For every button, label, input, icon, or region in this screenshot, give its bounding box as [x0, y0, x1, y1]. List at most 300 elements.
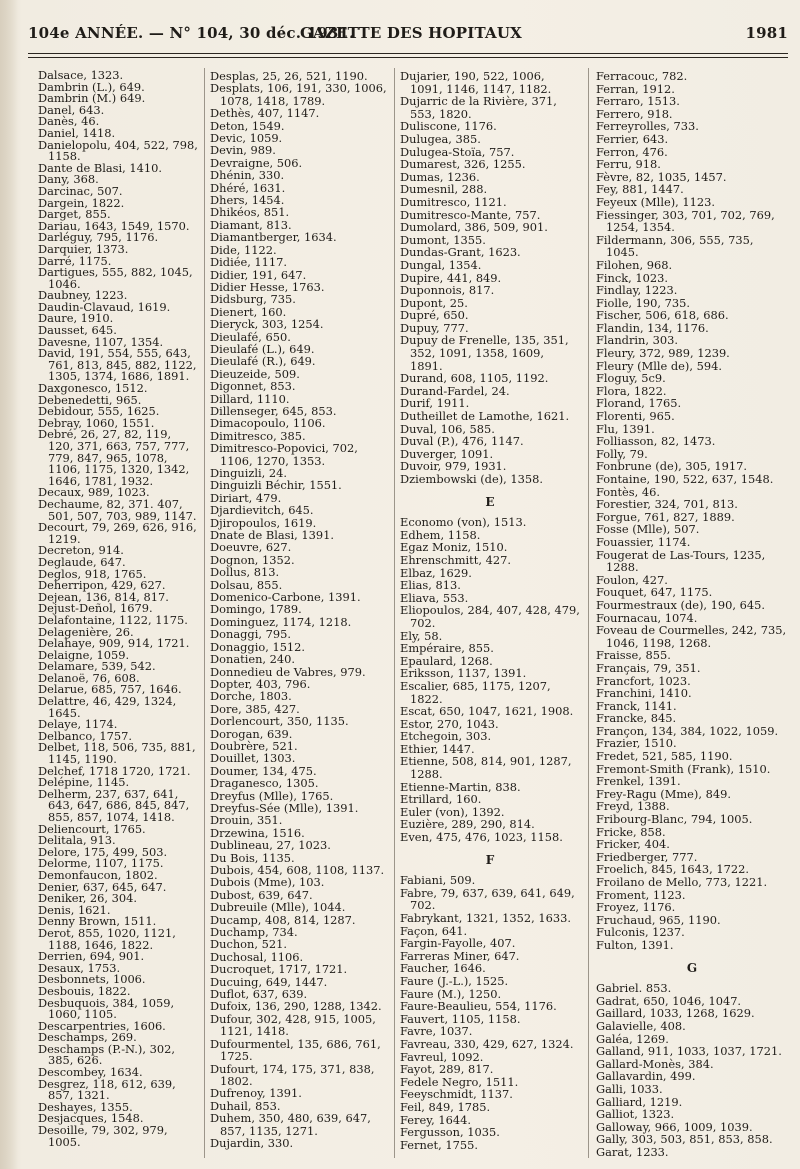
index-entry: Dechaume, 82, 371. 407, 501, 507, 703, 989, 1147.	[38, 496, 197, 523]
index-entry: Dumarest, 326, 1255.	[400, 157, 526, 172]
index-entry: Fargin-Fayolle, 407.	[400, 936, 516, 951]
header-rule-top	[28, 53, 788, 54]
index-entry: Elias, 813.	[400, 578, 461, 593]
index-entry: Dambrin (M.) 649.	[38, 91, 146, 106]
index-entry: Gallavardin, 499.	[596, 1069, 696, 1084]
index-entry: Dulugea, 385.	[400, 131, 481, 146]
index-entry: Derot, 855, 1020, 1121, 1188, 1646, 1822.	[38, 925, 176, 952]
index-entry: Dufour, 302, 428, 915, 1005, 1121, 1418.	[210, 1011, 376, 1039]
index-entry: Ehrenschmitt, 427.	[400, 552, 511, 567]
index-entry: Didiée, 1117.	[210, 255, 288, 270]
index-entry: Forestier, 324, 701, 813.	[596, 497, 738, 512]
index-entry: Fischer, 506, 618, 686.	[596, 308, 729, 323]
index-entry: Demonfaucon, 1802.	[38, 867, 158, 882]
index-entry: Donaggio, 1512.	[210, 639, 306, 654]
index-entry: Franck, 1141.	[596, 698, 677, 713]
index-entry: Daniel, 1418.	[38, 125, 116, 140]
index-entry: Dognon, 1352.	[210, 552, 295, 567]
index-entry: Diamant, 813.	[210, 217, 292, 232]
index-entry: Fricker, 404.	[596, 837, 670, 852]
index-entry: Duval (P.), 476, 1147.	[400, 434, 524, 449]
index-column-3	[400, 70, 580, 1151]
index-entry: Duhem, 350, 480, 639, 647, 857, 1135, 1271.	[210, 1111, 371, 1138]
index-entry: Flandin, 134, 1176.	[596, 320, 709, 335]
index-entry: Desplas, 25, 26, 521, 1190.	[210, 69, 368, 83]
index-entry: Daudin-Clavaud, 1619.	[38, 299, 171, 314]
index-entry: Escat, 650, 1047, 1621, 1908.	[400, 704, 574, 719]
index-entry: Deherripon, 429, 627.	[38, 578, 166, 593]
index-entry: Didsburg, 735.	[210, 292, 296, 307]
index-entry: Desjacques, 1548.	[38, 1111, 144, 1126]
index-entry: Dore, 385, 427.	[210, 701, 300, 716]
index-entry: Dubois (Mme), 103.	[210, 875, 325, 890]
index-entry: Francfort, 1023.	[596, 673, 691, 688]
index-entry: Dhikéos, 851.	[210, 205, 290, 220]
index-entry: Doeuvre, 627.	[210, 540, 292, 555]
index-entry: Gallard-Monès, 384.	[596, 1056, 714, 1071]
index-entry: Du Bois, 1135.	[210, 850, 295, 865]
index-entry: Fabiani, 509.	[400, 873, 476, 888]
index-entry: Farreras Miner, 647.	[400, 948, 520, 963]
index-entry: Fleury, 372, 989, 1239.	[596, 346, 730, 361]
index-entry: Feeyschmidt, 1137.	[400, 1087, 513, 1102]
index-entry: Fayot, 289, 817.	[400, 1062, 494, 1077]
index-entry: Doubrère, 521.	[210, 738, 298, 753]
column-divider	[588, 68, 589, 1158]
index-entry: Fèvre, 82, 1035, 1457.	[596, 169, 727, 184]
index-entry: Durif, 1911.	[400, 396, 470, 411]
index-entry: Frey-Ragu (Mme), 849.	[596, 786, 731, 801]
index-entry: Daure, 1910.	[38, 311, 114, 326]
index-entry: Dziembowski (de), 1358.	[400, 472, 544, 486]
index-entry: Debray, 1060, 1551.	[38, 415, 155, 430]
index-entry: Fribourg-Blanc, 794, 1005.	[596, 812, 753, 827]
index-entry: Deniker, 26, 304.	[38, 891, 138, 906]
index-entry: Garat, 1233.	[596, 1144, 669, 1159]
index-entry: Dartigues, 555, 882, 1045, 1046.	[38, 265, 193, 291]
index-entry: Florand, 1765.	[596, 396, 682, 411]
index-entry: Façon, 641.	[400, 923, 468, 938]
index-entry: Dhéré, 1631.	[210, 180, 286, 195]
index-entry: Dhers, 1454.	[210, 193, 285, 208]
index-entry: Deschamps (P.-N.), 302, 385, 626.	[38, 1041, 175, 1068]
index-entry: Flu, 1391.	[596, 421, 655, 436]
index-entry: Dimitresco, 385.	[210, 428, 306, 443]
index-entry: Etienne-Martin, 838.	[400, 779, 521, 794]
index-entry: Fontès, 46.	[596, 484, 660, 499]
index-entry: Delherm, 237, 637, 641, 643, 647, 686, 845, 847, 855, 857, 1074, 1418.	[38, 786, 190, 824]
index-entry: Decaux, 989, 1023.	[38, 485, 150, 500]
index-entry: Ferreyrolles, 733.	[596, 119, 699, 134]
index-entry: Delbet, 118, 506, 735, 881, 1145, 1190.	[38, 740, 196, 767]
index-entry: Etienne, 508, 814, 901, 1287, 1288.	[400, 754, 572, 782]
index-entry: Desbuquois, 384, 1059, 1060, 1105.	[38, 995, 175, 1022]
index-entry: Escalier, 685, 1175, 1207, 1822.	[400, 678, 551, 706]
index-entry: Ferran, 1912.	[596, 81, 675, 96]
index-entry: Froment, 1123.	[596, 887, 686, 902]
index-entry: Favreau, 330, 429, 627, 1324.	[400, 1036, 574, 1051]
index-entry: Decreton, 914.	[38, 543, 124, 558]
index-entry: Fraisse, 855.	[596, 648, 671, 663]
index-entry: Etrillard, 160.	[400, 792, 482, 807]
index-entry: Flora, 1822.	[596, 383, 667, 398]
index-entry: Eliava, 553.	[400, 590, 469, 605]
index-entry: Denny Brown, 1511.	[38, 914, 157, 929]
index-entry: Donatien, 240.	[210, 652, 296, 667]
header-page-number: 1981	[745, 24, 788, 42]
index-entry: Fedele Negro, 1511.	[400, 1074, 519, 1089]
index-entry: Diamantberger, 1634.	[210, 230, 337, 245]
index-entry: Delagenière, 26.	[38, 624, 134, 639]
index-entry: Duflot, 637, 639.	[210, 987, 308, 1002]
index-entry: Favre, 1037.	[400, 1024, 473, 1039]
index-entry: Froilano de Mello, 773, 1221.	[596, 875, 768, 889]
index-entry: Galliot, 1323.	[596, 1107, 675, 1122]
index-entry: Dujarier, 190, 522, 1006, 1091, 1146, 1147, 1182.	[400, 69, 552, 96]
index-entry: Durand-Fardel, 24.	[400, 383, 510, 398]
index-entry: Digonnet, 853.	[210, 379, 296, 394]
index-entry: Dieulafé (R.), 649.	[210, 354, 316, 369]
index-entry: Euler (von), 1392.	[400, 804, 505, 819]
index-entry: Dollus, 813.	[210, 565, 280, 580]
index-entry: Dargein, 1822.	[38, 195, 125, 210]
index-entry: Florenti, 965.	[596, 409, 675, 424]
index-entry: Fougerat de Las-Tours, 1235, 1288.	[596, 547, 766, 575]
index-entry: Dumitresco-Mante, 757.	[400, 207, 541, 222]
index-entry: Fildermann, 306, 555, 735, 1045.	[596, 232, 754, 260]
index-entry: Dolsau, 855.	[210, 577, 283, 592]
index-entry: Dorogan, 639.	[210, 726, 293, 741]
index-entry: Flandrin, 303.	[596, 333, 678, 348]
index-entry: Ferrier, 643.	[596, 131, 669, 146]
index-entry: Dufrenoy, 1391.	[210, 1086, 302, 1101]
index-entry: Dupuy, 777.	[400, 320, 469, 335]
index-entry: Fredet, 521, 585, 1190.	[596, 749, 733, 764]
index-entry: Deshayes, 1355.	[38, 1099, 133, 1114]
index-entry: Dupont, 25.	[400, 295, 468, 310]
index-entry: Ferey, 1644.	[400, 1112, 471, 1127]
index-entry: Françon, 134, 384, 1022, 1059.	[596, 723, 779, 738]
index-entry: Dieulafé, 650.	[210, 329, 291, 344]
index-entry: Descarpentries, 1606.	[38, 1018, 166, 1033]
index-entry: Ethier, 1447.	[400, 741, 475, 756]
index-entry: Delorme, 1107, 1175.	[38, 856, 164, 871]
index-entry: Dienert, 160.	[210, 304, 287, 319]
index-entry: Ducuing, 649, 1447.	[210, 974, 328, 989]
index-entry: Duhail, 853.	[210, 1098, 281, 1113]
index-entry: Fey, 881, 1447.	[596, 182, 684, 197]
index-entry: Darcinac, 507.	[38, 183, 123, 198]
index-entry: Dreyfus (Mlle), 1765.	[210, 788, 334, 803]
index-entry: Floguy, 5c9.	[596, 371, 666, 386]
index-entry: Dumolard, 386, 509, 901.	[400, 220, 548, 235]
section-letter-g: G	[686, 960, 698, 975]
index-entry: Favreul, 1092.	[400, 1049, 484, 1064]
index-entry: Francke, 845.	[596, 711, 677, 726]
index-entry: Frazier, 1510.	[596, 736, 677, 751]
index-entry: Fremont-Smith (Frank), 1510.	[596, 761, 771, 776]
index-entry: Folliasson, 82, 1473.	[596, 434, 716, 449]
index-entry: Dnate de Blasi, 1391.	[210, 528, 334, 543]
index-entry: Finck, 1023.	[596, 270, 669, 285]
index-entry: Debidour, 555, 1625.	[38, 404, 160, 419]
index-entry: Deglaude, 647.	[38, 554, 126, 569]
index-entry: Duchosal, 1106.	[210, 949, 304, 964]
index-entry: Delamare, 539, 542.	[38, 659, 156, 674]
index-entry: Gaillard, 1033, 1268, 1629.	[596, 1006, 755, 1021]
index-entry: Eriksson, 1137, 1391.	[400, 666, 527, 681]
index-entry: Desaux, 1753.	[38, 960, 121, 975]
index-entry: Euzière, 289, 290, 814.	[400, 817, 535, 832]
index-entry: Ducroquet, 1717, 1721.	[210, 962, 348, 977]
index-entry: Froelich, 845, 1643, 1722.	[596, 862, 750, 877]
index-entry: Duliscone, 1176.	[400, 119, 497, 134]
index-entry: Dufoix, 136, 290, 1288, 1342.	[210, 999, 382, 1014]
index-entry: Djardievitch, 645.	[210, 503, 314, 518]
index-entry: Français, 79, 351.	[596, 660, 701, 675]
index-entry: Foulon, 427.	[596, 572, 668, 587]
index-entry: Dany, 368.	[38, 172, 99, 187]
index-column-2	[210, 70, 388, 1149]
index-entry: Davesne, 1107, 1354.	[38, 334, 164, 349]
index-entry: Faure (M.), 1250.	[400, 986, 502, 1001]
index-entry: Faucher, 1646.	[400, 961, 486, 976]
index-entry: Draganesco, 1305.	[210, 776, 319, 791]
index-entry: Froyez, 1176.	[596, 900, 676, 915]
index-entry: Dejust-Deñol, 1679.	[38, 601, 153, 616]
index-entry: Galloway, 966, 1009, 1039.	[596, 1119, 753, 1134]
index-entry: Dinguizli Béchir, 1551.	[210, 478, 342, 493]
index-entry: Fricke, 858.	[596, 824, 666, 839]
index-entry: Fiessinger, 303, 701, 702, 769, 1254, 1354.	[596, 207, 775, 235]
index-entry: Delanoë, 76, 608.	[38, 670, 140, 685]
index-entry: Fouassier, 1174.	[596, 534, 691, 549]
index-entry: Danès, 46.	[38, 114, 100, 129]
index-entry: Duval, 106, 585.	[400, 421, 495, 436]
index-entry: Douillet, 1303.	[210, 751, 296, 766]
index-entry: Ely, 58.	[400, 628, 443, 643]
index-entry: Fulconis, 1237.	[596, 925, 685, 940]
header-rule-bottom	[28, 57, 788, 58]
index-entry: Dieulafé (L.), 649.	[210, 341, 315, 356]
index-entry: Delépine, 1145.	[38, 775, 130, 790]
index-entry: Doumer, 134, 475.	[210, 763, 317, 778]
index-entry: Gabriel. 853.	[596, 981, 672, 996]
index-entry: Dumitresco, 1121.	[400, 194, 507, 209]
index-entry: Delitala, 913.	[38, 833, 116, 848]
index-entry: Fauvert, 1105, 1158.	[400, 1011, 521, 1026]
index-entry: Egaz Moniz, 1510.	[400, 540, 508, 555]
column-divider	[204, 68, 205, 1158]
index-entry: Durand, 608, 1105, 1192.	[400, 371, 549, 386]
index-entry: Dante de Blasi, 1410.	[38, 160, 162, 175]
index-entry: Devin, 989.	[210, 143, 276, 158]
index-entry: Danielopolu, 404, 522, 798, 1158.	[38, 137, 198, 164]
index-entry: Deliencourt, 1765.	[38, 821, 146, 836]
index-entry: Edhem, 1158.	[400, 527, 481, 542]
index-entry: Dumas, 1236.	[400, 169, 480, 184]
index-entry: Denier, 637, 645, 647.	[38, 879, 167, 894]
index-entry: Faure-Beaulieu, 554, 1176.	[400, 999, 557, 1014]
index-entry: Dejean, 136, 814, 817.	[38, 589, 169, 604]
index-entry: Dubreuile (Mlle), 1044.	[210, 900, 346, 915]
index-entry: Fouquet, 647, 1175.	[596, 585, 713, 600]
index-entry: Folly, 79.	[596, 446, 648, 461]
index-entry: Dausset, 645.	[38, 323, 117, 338]
index-entry: Didier Hesse, 1763.	[210, 279, 325, 294]
index-entry: Faure (J.-L.), 1525.	[400, 973, 509, 988]
index-entry: Duponnois, 817.	[400, 283, 495, 298]
index-entry: Dufourt, 174, 175, 371, 838, 1802.	[210, 1061, 375, 1088]
index-entry: Dethès, 407, 1147.	[210, 106, 320, 121]
index-entry: Duverger, 1091.	[400, 446, 494, 461]
index-entry: Delbanco, 1757.	[38, 728, 133, 743]
index-entry: Darquier, 1373.	[38, 241, 129, 256]
index-entry: Duchamp, 734.	[210, 925, 298, 940]
index-entry: Estor, 270, 1043.	[400, 716, 499, 731]
index-entry: Dominguez, 1174, 1218.	[210, 614, 352, 629]
index-entry: Deglos, 918, 1765.	[38, 566, 147, 581]
index-entry: Donnedieu de Vabres, 979.	[210, 664, 366, 679]
index-entry: Dieuzeide, 509.	[210, 366, 300, 381]
index-entry: Fournacau, 1074.	[596, 610, 698, 625]
index-entry: Ferrero, 918.	[596, 106, 673, 121]
index-entry: Delaye, 1174.	[38, 717, 118, 732]
index-entry: Empéraire, 855.	[400, 641, 494, 656]
index-entry: Economo (von), 1513.	[400, 515, 527, 530]
index-entry: Dupuy de Frenelle, 135, 351, 352, 1091, 1358, 1609, 1891.	[400, 333, 569, 373]
index-entry: Ferracouc, 782.	[596, 69, 688, 83]
index-entry: Dreyfus-Sée (Mlle), 1391.	[210, 800, 359, 815]
index-entry: Dillenseger, 645, 853.	[210, 403, 337, 418]
index-entry: Daubney, 1223.	[38, 288, 128, 303]
index-entry: Fourmestraux (de), 190, 645.	[596, 597, 766, 612]
index-entry: Desoille, 79, 302, 979, 1005.	[38, 1123, 168, 1149]
index-entry: Galli, 1033.	[596, 1081, 663, 1096]
index-entry: Dubost, 639, 647.	[210, 887, 313, 902]
index-entry: Frenkel, 1391.	[596, 774, 681, 789]
index-entry: Galavielle, 408.	[596, 1018, 686, 1033]
index-entry: Delchef, 1718 1720, 1721.	[38, 763, 191, 778]
index-entry: Dujardin, 330.	[210, 1135, 294, 1150]
index-entry: Findlay, 1223.	[596, 283, 678, 298]
index-entry: Dundas-Grant, 1623.	[400, 245, 521, 260]
index-entry: Delarue, 685, 757, 1646.	[38, 682, 182, 697]
index-entry: Delattre, 46, 429, 1324, 1645.	[38, 694, 177, 720]
index-entry: Fernet, 1755.	[400, 1137, 478, 1152]
index-entry: Desplats, 106, 191, 330, 1006, 1078, 1418, 1789.	[210, 81, 387, 108]
index-entry: Forgue, 761, 827, 1889.	[596, 509, 735, 524]
index-entry: Dinguizli, 24.	[210, 466, 288, 480]
index-entry: Feil, 849, 1785.	[400, 1099, 491, 1114]
index-entry: Dalsace, 1323.	[38, 68, 124, 82]
header-title: GAZETTE DES HOPITAUX	[300, 24, 523, 42]
index-column-4	[596, 70, 788, 1158]
index-entry: Fruchaud, 965, 1190.	[596, 912, 721, 927]
index-entry: Djiropoulos, 1619.	[210, 515, 317, 530]
index-entry: Descombey, 1634.	[38, 1065, 143, 1080]
index-entry: Fiolle, 190, 735.	[596, 295, 691, 310]
index-entry: Foveau de Courmelles, 242, 735, 1046, 1198, 1268.	[596, 623, 787, 650]
section-letter-e: E	[485, 494, 495, 509]
index-entry: Dimacopoulo, 1106.	[210, 416, 326, 431]
index-entry: Ducamp, 408, 814, 1287.	[210, 912, 356, 927]
index-entry: Delahaye, 909, 914, 1721.	[38, 636, 190, 651]
index-entry: Ferraro, 1513.	[596, 94, 680, 109]
index-entry: Dopter, 403, 796.	[210, 676, 311, 691]
index-entry: Drzewina, 1516.	[210, 825, 305, 840]
page-header	[28, 24, 788, 50]
index-entry: Deton, 1549.	[210, 118, 285, 133]
index-entry: Fosse (Mlle), 507.	[596, 522, 700, 537]
index-entry: Debré, 26, 27, 82, 119, 120, 371, 663, 757, 777, 779, 847, 965, 1078, 1106, 1175, 1320, 1342, 1646, 1781, 1932.	[38, 427, 190, 488]
index-entry: Filohen, 968.	[596, 257, 673, 272]
index-entry: Galland, 911, 1033, 1037, 1721.	[596, 1044, 782, 1059]
index-entry: Ferron, 476.	[596, 144, 668, 159]
column-divider	[394, 68, 395, 1158]
index-entry: Dariau, 1643, 1549, 1570.	[38, 218, 190, 233]
index-column-1	[38, 70, 198, 1148]
index-entry: Dambrin (L.), 649.	[38, 79, 145, 94]
index-entry: Fergusson, 1035.	[400, 1125, 500, 1140]
index-entry: Dufourmentel, 135, 686, 761, 1725.	[210, 1036, 381, 1064]
index-entry: Friedberger, 777.	[596, 849, 698, 864]
index-entry: Feyeux (Mlle), 1123.	[596, 194, 716, 209]
section-letter-f: F	[485, 852, 495, 867]
index-entry: Domingo, 1789.	[210, 602, 302, 617]
index-entry: Fleury (Mlle de), 594.	[596, 358, 722, 373]
index-entry: Freyd, 1388.	[596, 799, 670, 814]
index-entry: Dupire, 441, 849.	[400, 270, 502, 285]
index-entry: Fulton, 1391.	[596, 937, 674, 952]
index-entry: Duvoir, 979, 1931.	[400, 459, 507, 474]
index-entry: Duchon, 521.	[210, 937, 287, 952]
index-entry: Fontaine, 190, 522, 637, 1548.	[596, 472, 774, 486]
index-entry: Darré, 1175.	[38, 253, 112, 268]
index-entry: Didier, 191, 647.	[210, 267, 307, 282]
index-entry: Desbouis, 1822.	[38, 983, 131, 998]
index-entry: Denis, 1621.	[38, 902, 111, 917]
index-entry: Delaigne, 1059.	[38, 647, 130, 662]
index-entry: Dorche, 1803.	[210, 689, 292, 704]
index-entry: Dide, 1122.	[210, 242, 277, 257]
page-edge-shadow	[0, 0, 18, 1169]
index-entry: Dimitresco-Popovici, 702, 1106, 1270, 1353.	[210, 441, 358, 468]
index-entry: Decourt, 79, 269, 626, 916, 1219.	[38, 520, 197, 546]
index-entry: Dumesnil, 288.	[400, 182, 488, 197]
index-entry: Daxgonesco, 1512.	[38, 381, 148, 396]
index-entry: Epaulard, 1268.	[400, 653, 493, 668]
index-entry: Fabrykant, 1321, 1352, 1633.	[400, 911, 572, 925]
index-entry: Desbonnets, 1006.	[38, 972, 146, 987]
index-entry: Dubois, 454, 608, 1108, 1137.	[210, 863, 385, 877]
index-entry: Dorlencourt, 350, 1135.	[210, 714, 349, 729]
index-entry: Galéa, 1269.	[596, 1031, 669, 1046]
index-entry: Galliard, 1219.	[596, 1094, 683, 1109]
index-entry: Darléguy, 795, 1176.	[38, 230, 159, 245]
index-entry: Franchini, 1410.	[596, 686, 692, 701]
index-entry: Dungal, 1354.	[400, 257, 482, 272]
index-entry: Dujarric de la Rivière, 371, 553, 1820.	[400, 94, 557, 121]
index-entry: Gadrat, 650, 1046, 1047.	[596, 993, 742, 1008]
index-entry: David, 191, 554, 555, 643, 761, 813, 845, 882, 1122, 1305, 1374, 1686, 1891.	[38, 346, 197, 384]
header-issue: 104e ANNÉE. — N° 104, 30 déc. 1931.	[28, 24, 355, 42]
index-entry: Diriart, 479.	[210, 490, 282, 505]
index-entry: Dutheillet de Lamothe, 1621.	[400, 409, 570, 424]
index-entry: Danel, 643.	[38, 102, 105, 117]
index-entry: Deschamps, 269.	[38, 1030, 137, 1045]
index-entry: Devraigne, 506.	[210, 155, 303, 170]
